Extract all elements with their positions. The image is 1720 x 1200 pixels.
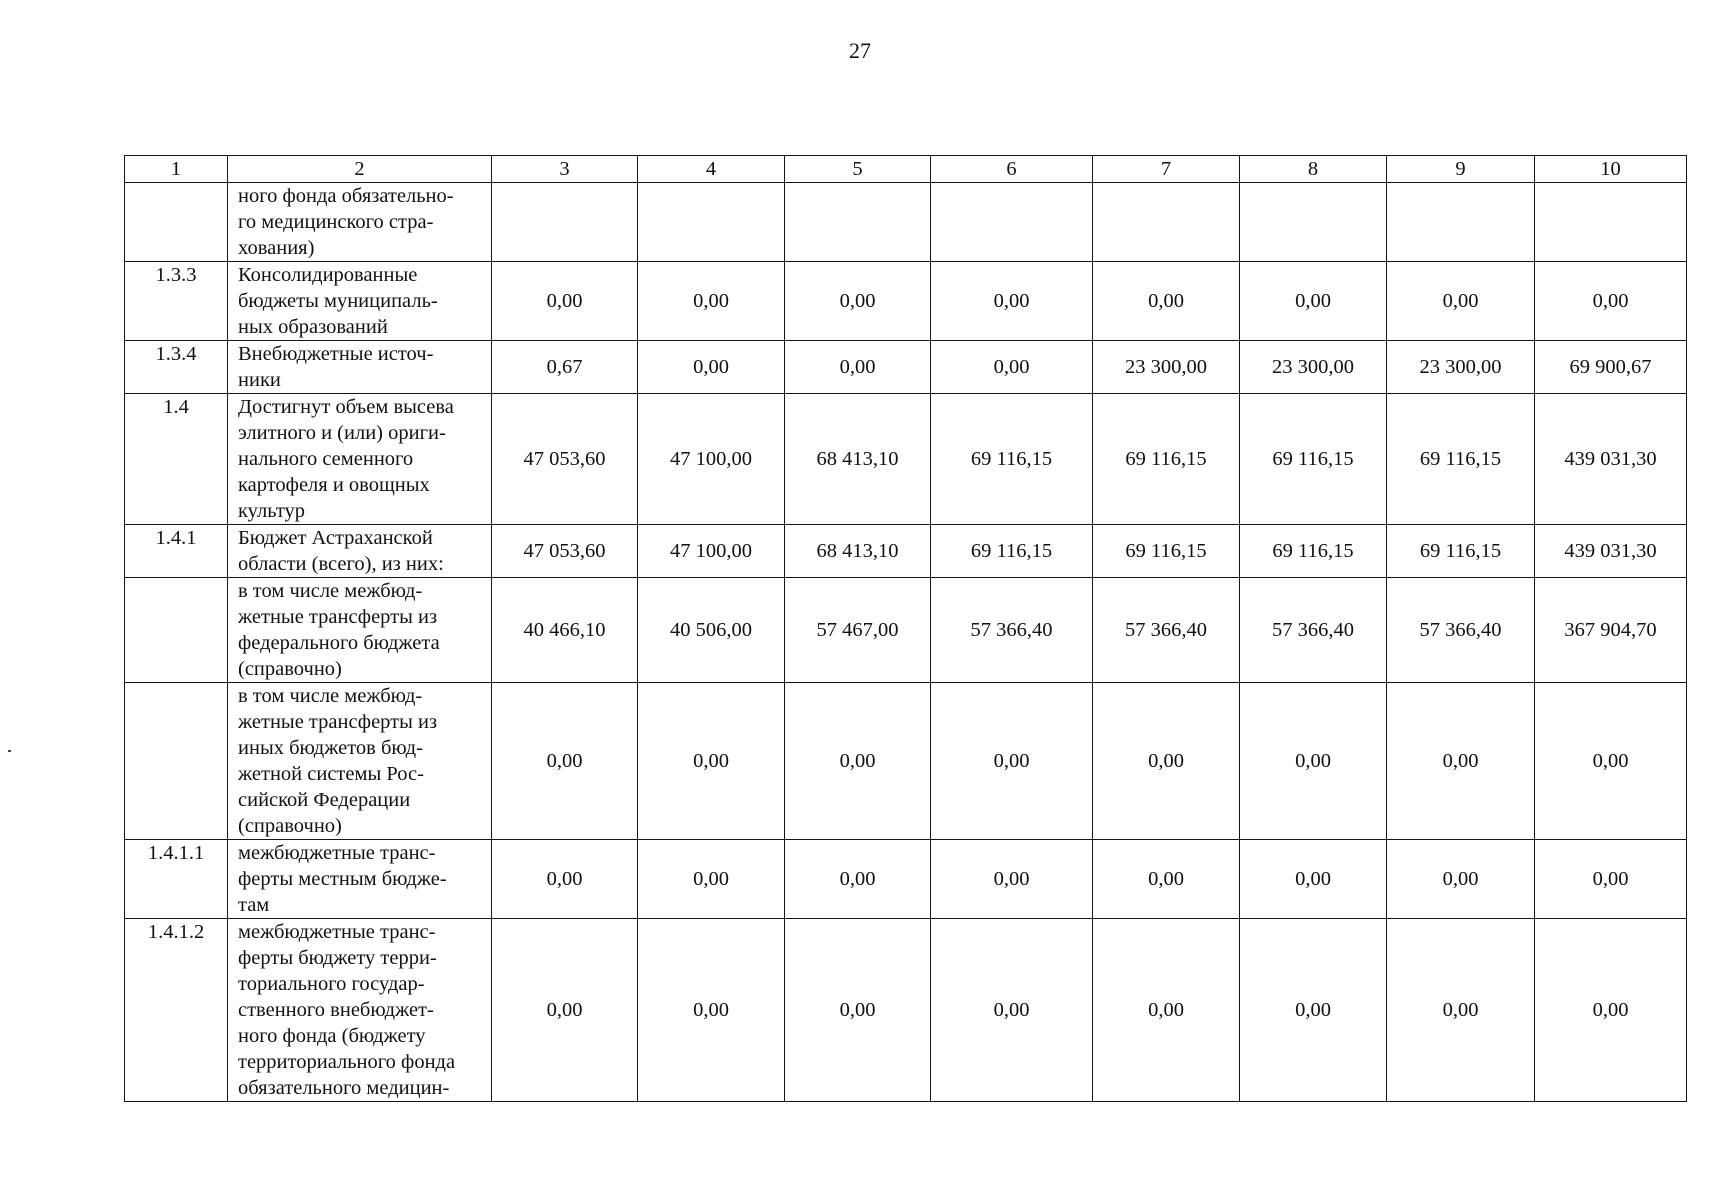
value-cell: 0,67 [492,341,638,394]
column-number: 5 [785,156,931,183]
value-cell: 0,00 [1240,840,1387,919]
value-cell: 69 116,15 [931,394,1093,525]
value-cell [931,183,1093,262]
value-cell: 0,00 [931,262,1093,341]
row-description: Достигнут объем высева элитного и (или) ориги- нального семенного картофеля и овощных культур [228,394,492,525]
table-row [125,183,1687,262]
value-cell: 0,00 [492,683,638,840]
value-cell: 57 366,40 [1240,578,1387,683]
column-number: 3 [492,156,638,183]
value-cell: 0,00 [638,341,785,394]
value-cell: 47 100,00 [638,525,785,578]
value-cell: 40 506,00 [638,578,785,683]
column-number: 8 [1240,156,1387,183]
value-cell: 0,00 [1240,683,1387,840]
value-cell: 0,00 [492,840,638,919]
table-row [125,578,1687,683]
value-cell: 69 116,15 [1093,394,1240,525]
table-row [125,683,1687,840]
row-description: в том числе межбюд- жетные трансферты из иных бюджетов бюд- жетной системы Рос- сийской Федерации (справочно) [228,683,492,840]
value-cell: 57 366,40 [931,578,1093,683]
value-cell [1093,183,1240,262]
value-cell: 47 053,60 [492,394,638,525]
value-cell: 0,00 [1387,262,1535,341]
value-cell: 0,00 [638,683,785,840]
value-cell: 57 467,00 [785,578,931,683]
scan-artifact [8,750,11,752]
row-number: 1.4.1.2 [125,919,228,1102]
value-cell: 69 116,15 [1387,394,1535,525]
table-row [125,394,1687,525]
value-cell: 47 100,00 [638,394,785,525]
value-cell: 57 366,40 [1387,578,1535,683]
value-cell: 69 900,67 [1535,341,1687,394]
value-cell [785,183,931,262]
row-description: Бюджет Астраханской области (всего), из них: [228,525,492,578]
value-cell [1535,183,1687,262]
table-body [125,156,1687,1102]
value-cell: 0,00 [785,840,931,919]
value-cell: 0,00 [492,919,638,1102]
row-number: 1.3.4 [125,341,228,394]
value-cell: 0,00 [785,341,931,394]
table-row [125,525,1687,578]
row-description: межбюджетные транс- ферты бюджету терри- ториального государ- ственного внебюджет- ного фонда (бюджету территориального фонда обязательного медицин- [228,919,492,1102]
value-cell [492,183,638,262]
value-cell [1387,183,1535,262]
value-cell: 0,00 [1240,262,1387,341]
row-number [125,578,228,683]
value-cell: 0,00 [1387,840,1535,919]
value-cell: 0,00 [1387,919,1535,1102]
column-number: 4 [638,156,785,183]
row-number: 1.4 [125,394,228,525]
value-cell: 0,00 [931,341,1093,394]
value-cell: 0,00 [1535,919,1687,1102]
budget-table [124,155,1687,1102]
value-cell: 0,00 [785,919,931,1102]
column-number: 6 [931,156,1093,183]
value-cell [638,183,785,262]
row-number: 1.4.1.1 [125,840,228,919]
row-number: 1.3.3 [125,262,228,341]
value-cell: 439 031,30 [1535,394,1687,525]
row-description: Внебюджетные источ- ники [228,341,492,394]
value-cell: 0,00 [1093,919,1240,1102]
page-number: 27 [849,38,871,63]
value-cell: 0,00 [785,262,931,341]
table-row [125,262,1687,341]
table-row [125,919,1687,1102]
value-cell: 68 413,10 [785,394,931,525]
value-cell: 0,00 [638,262,785,341]
row-description: в том числе межбюд- жетные трансферты из федерального бюджета (справочно) [228,578,492,683]
value-cell: 439 031,30 [1535,525,1687,578]
value-cell: 57 366,40 [1093,578,1240,683]
value-cell: 69 116,15 [931,525,1093,578]
column-number: 9 [1387,156,1535,183]
row-number [125,683,228,840]
value-cell: 23 300,00 [1240,341,1387,394]
value-cell: 367 904,70 [1535,578,1687,683]
value-cell: 0,00 [1387,683,1535,840]
value-cell: 0,00 [1093,262,1240,341]
value-cell: 68 413,10 [785,525,931,578]
value-cell: 0,00 [931,919,1093,1102]
value-cell: 0,00 [1093,840,1240,919]
value-cell: 0,00 [1535,683,1687,840]
value-cell: 0,00 [931,683,1093,840]
column-number-row [125,156,1687,183]
value-cell [1240,183,1387,262]
value-cell: 0,00 [785,683,931,840]
column-number: 10 [1535,156,1687,183]
value-cell: 0,00 [1093,683,1240,840]
row-number [125,183,228,262]
row-description: Консолидированные бюджеты муниципаль- ных образований [228,262,492,341]
table-row [125,840,1687,919]
row-number: 1.4.1 [125,525,228,578]
value-cell: 69 116,15 [1240,394,1387,525]
value-cell: 0,00 [638,840,785,919]
value-cell: 0,00 [1535,262,1687,341]
value-cell: 0,00 [1240,919,1387,1102]
value-cell: 69 116,15 [1240,525,1387,578]
value-cell: 47 053,60 [492,525,638,578]
column-number: 2 [228,156,492,183]
value-cell: 0,00 [638,919,785,1102]
value-cell: 0,00 [492,262,638,341]
value-cell: 0,00 [931,840,1093,919]
row-description: ного фонда обязательно- го медицинского стра- хования) [228,183,492,262]
column-number: 7 [1093,156,1240,183]
value-cell: 40 466,10 [492,578,638,683]
value-cell: 69 116,15 [1387,525,1535,578]
row-description: межбюджетные транс- ферты местным бюдже- там [228,840,492,919]
value-cell: 0,00 [1535,840,1687,919]
value-cell: 69 116,15 [1093,525,1240,578]
column-number: 1 [125,156,228,183]
value-cell: 23 300,00 [1387,341,1535,394]
table-row [125,341,1687,394]
value-cell: 23 300,00 [1093,341,1240,394]
